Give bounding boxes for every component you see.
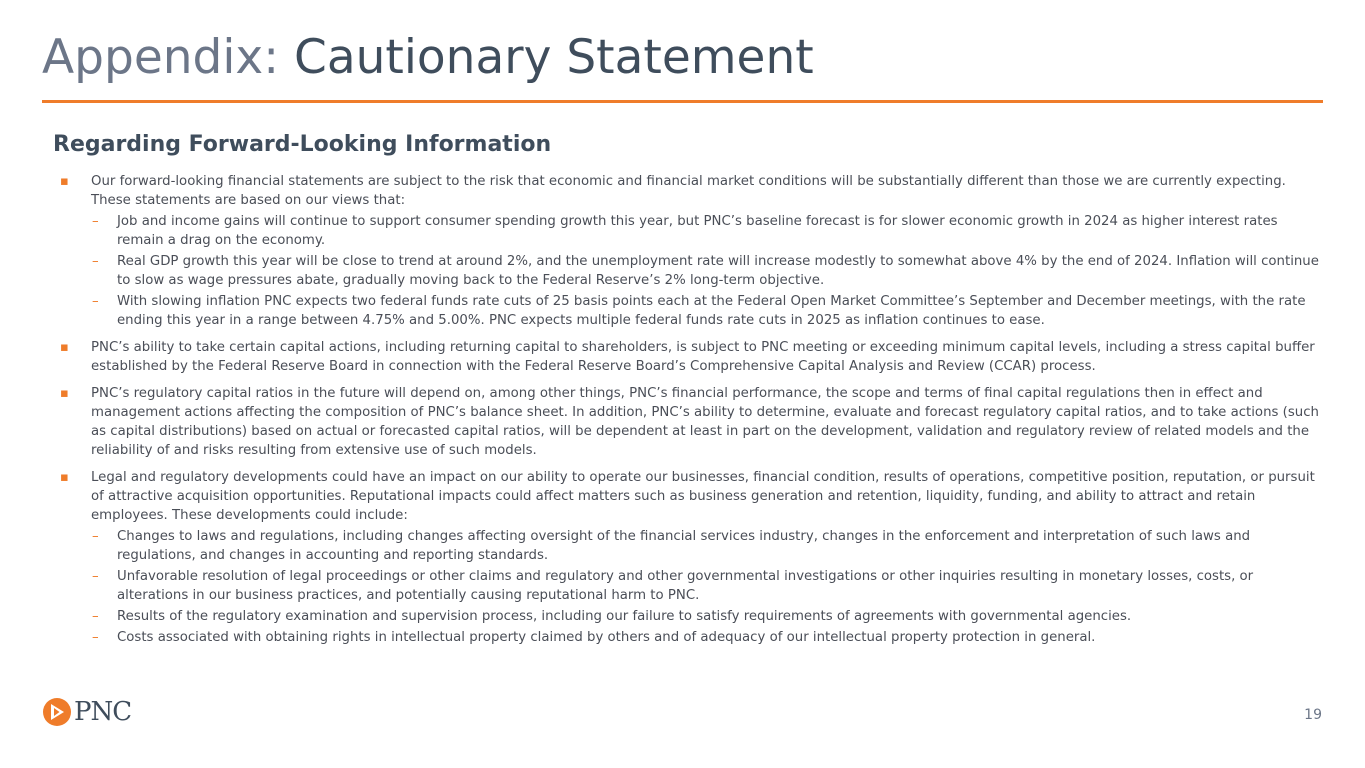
- sub-item-text: With slowing inflation PNC expects two federal funds rate cuts of 25 basis points each at the Federal Open Market Committee’s September and December meetings, with the rate ending this year in a range between 4.75% and 5.00%. PNC expects multiple federal funds rate cuts in 2025 as inflation continues to ease.: [117, 294, 1306, 328]
- bullet-list: [60, 172, 1322, 655]
- sub-item: [60, 527, 1322, 565]
- title-main: Cautionary Statement: [294, 30, 814, 85]
- dash-marker: –: [92, 569, 99, 584]
- logo-wordmark: PNC: [74, 697, 132, 727]
- sub-item-text: Real GDP growth this year will be close to trend at around 2%, and the unemployment rate will increase modestly to somewhat above 4% by the end of 2024. Inflation will continue to slow as wage pressures abate, gradually moving back to the Federal Reserve’s 2% long-term objective.: [117, 254, 1319, 288]
- dash-marker: –: [92, 630, 99, 645]
- sub-item: [60, 567, 1322, 605]
- sub-item: [60, 252, 1322, 290]
- section-heading: Regarding Forward-Looking Information: [53, 132, 552, 157]
- bullet-marker: ▪: [60, 174, 69, 189]
- dash-marker: –: [92, 609, 99, 624]
- sub-item-text: Job and income gains will continue to support consumer spending growth this year, but PNC’s baseline forecast is for slower economic growth in 2024 as higher interest rates remain a drag on the economy.: [117, 214, 1278, 248]
- sub-item: [60, 628, 1322, 647]
- dash-marker: –: [92, 294, 99, 309]
- bullet-item: [60, 338, 1322, 376]
- sub-item-text: Results of the regulatory examination and supervision process, including our failure to satisfy requirements of agreements with governmental agencies.: [117, 609, 1132, 624]
- sub-item: [60, 292, 1322, 330]
- bullet-marker: ▪: [60, 386, 69, 401]
- bullet-marker: ▪: [60, 470, 69, 485]
- pnc-logo: [42, 697, 131, 727]
- page-title: [42, 26, 814, 90]
- sub-item-text: Changes to laws and regulations, including changes affecting oversight of the financial services industry, changes in the enforcement and interpretation of such laws and regulations, and changes in accounting and reporting standards.: [117, 529, 1251, 563]
- bullet-text: Our forward-looking financial statements are subject to the risk that economic and financial market conditions will be substantially different than those we are currently expecting. These statements are based on our views that:: [91, 174, 1286, 208]
- title-prefix: Appendix:: [42, 30, 295, 85]
- bullet-item: [60, 384, 1322, 460]
- bullet-text: PNC’s regulatory capital ratios in the future will depend on, among other things, PNC’s financial performance, the scope and terms of final capital regulations then in effect and management actions affecting the composition of PNC’s balance sheet. In addition, PNC’s ability to determine, evaluate and forecast regulatory capital ratios, and to take actions (such as capital distributions) based on actual or forecasted capital ratios, will be dependent at least in part on the development, validation and regulatory review of related models and the reliability of and risks resulting from extensive use of such models.: [91, 386, 1319, 458]
- title-divider: [42, 100, 1323, 103]
- dash-marker: –: [92, 214, 99, 229]
- bullet-text: PNC’s ability to take certain capital actions, including returning capital to shareholders, is subject to PNC meeting or exceeding minimum capital levels, including a stress capital buffer established by the Federal Reserve Board in connection with the Federal Reserve Board’s Comprehensive Capital Analysis and Review (CCAR) process.: [91, 340, 1315, 374]
- bullet-item: [60, 172, 1322, 330]
- sub-item-text: Unfavorable resolution of legal proceedings or other claims and regulatory and other governmental investigations or other inquiries resulting in monetary losses, costs, or alterations in our business practices, and potentially causing reputational harm to PNC.: [117, 569, 1254, 603]
- bullet-marker: ▪: [60, 340, 69, 355]
- dash-marker: –: [92, 254, 99, 269]
- dash-marker: –: [92, 529, 99, 544]
- page-number: 19: [1304, 707, 1322, 723]
- bullet-item: [60, 468, 1322, 647]
- pnc-logo-icon: [42, 697, 72, 727]
- sub-item: [60, 607, 1322, 626]
- sub-item: [60, 212, 1322, 250]
- sub-item-text: Costs associated with obtaining rights in intellectual property claimed by others and of adequacy of our intellectual property protection in general.: [117, 630, 1096, 645]
- bullet-text: Legal and regulatory developments could have an impact on our ability to operate our businesses, financial condition, results of operations, competitive position, reputation, or pursuit of attractive acquisition opportunities. Reputational impacts could affect matters such as business generation and retention, liquidity, funding, and ability to attract and retain employees. These developments could include:: [91, 470, 1315, 523]
